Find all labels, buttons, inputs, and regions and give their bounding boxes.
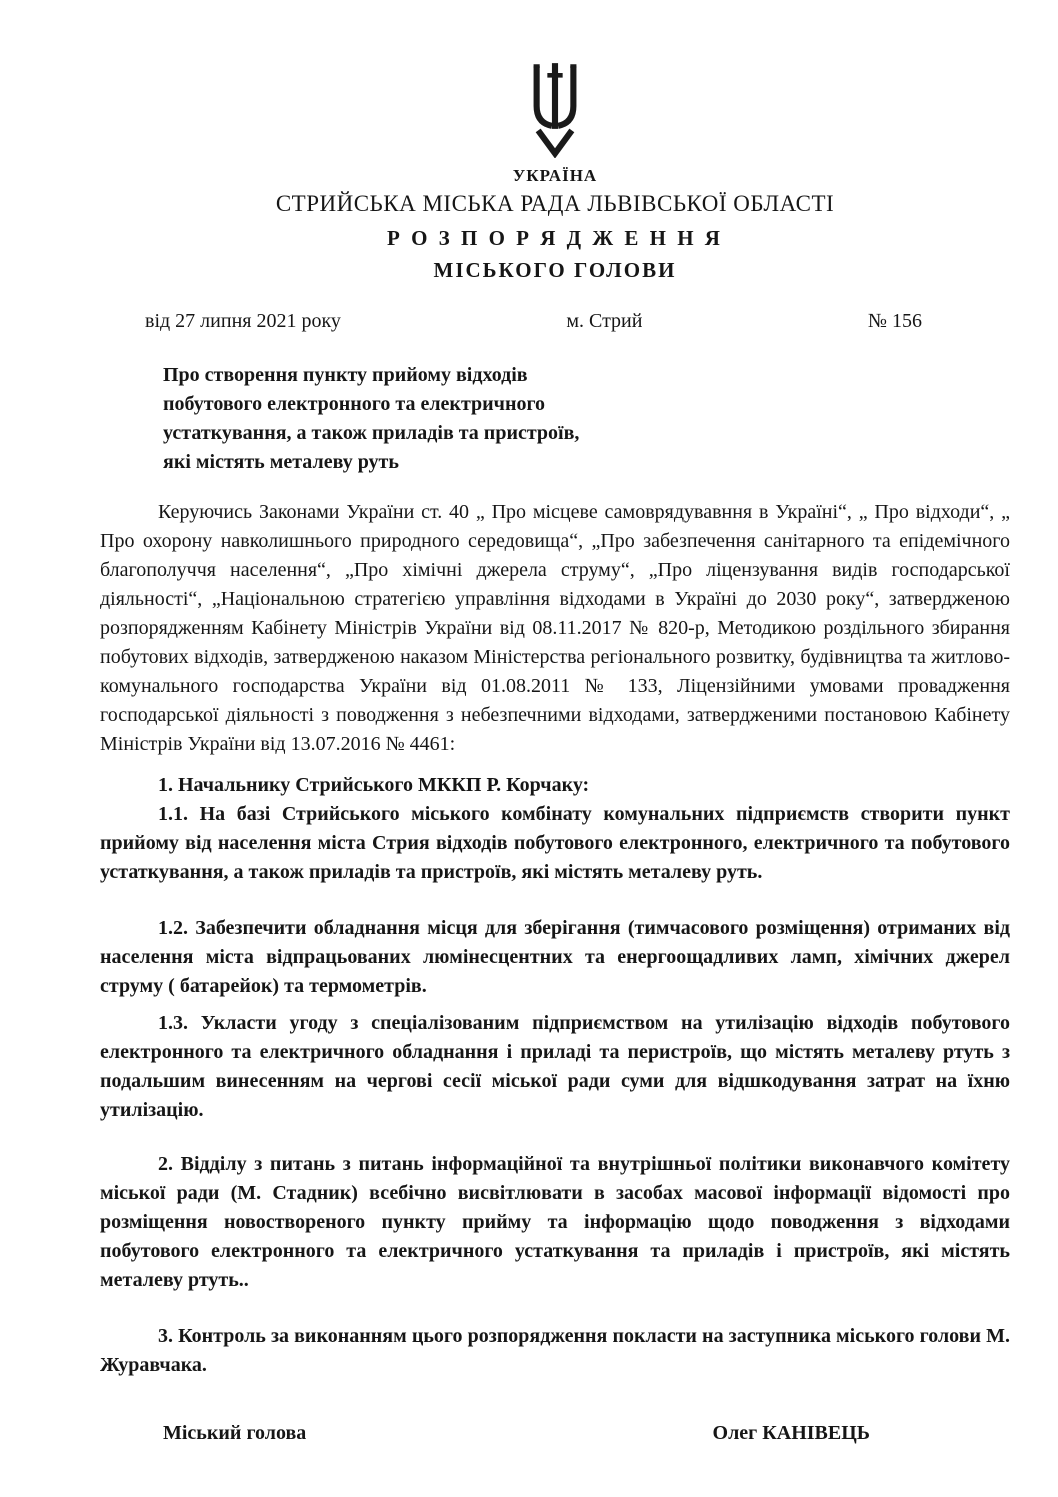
item-1-3: 1.3. Укласти угоду з спеціалізованим підприємством на утилізацію відходів побутового електронного та електричного обладнання і приладі та перистроїв, що містять металеву ртуть з подальшим винесенням на чергові сесії міської ради суми для відшкодування затрат на їхню утилізацію. bbox=[100, 1012, 1010, 1121]
tryzub-icon bbox=[527, 60, 583, 158]
document-type: Р О З П О Р Я Д Ж Е Н Н Я bbox=[387, 226, 723, 250]
title-line: які містять металеву руть bbox=[163, 451, 399, 473]
item-2: 2. Відділу з питань з питань інформаційної та внутрішньої політики виконавчого комітету міської ради (М. Стадник) всебічно висвітлювати в засобах масової інформації відомості про розміщення новоствореного пункту прийму та інформацію щодо поводження з відходами побутового електронного та електричного устаткування та приладів і пристроїв, які містять металеву ртуть.. bbox=[100, 1153, 1010, 1291]
country-name: УКРАЇНА bbox=[512, 166, 598, 185]
document-issuer: МІСЬКОГО ГОЛОВИ bbox=[433, 258, 677, 282]
title-line: устаткування, а також приладів та пристроїв, bbox=[163, 422, 580, 444]
meta-row bbox=[100, 310, 1010, 333]
item-1-2: 1.2. Забезпечити обладнання місця для зберігання (тимчасового розміщення) отриманих від населення міста відпрацьованих люмінесцентних та енергоощадливих ламп, хімічних джерел струму ( батарейок) та термометрів. bbox=[100, 917, 1010, 997]
item-1-1: 1.1. На базі Стрийського міського комбінату комунальних підприємств створити пункт прийому від населення міста Стрия відходів побутового електронного, електричного та побутового устаткування, а також приладів та пристроїв, які містять металеву руть. bbox=[100, 803, 1010, 883]
title-line: побутового електронного та електричного bbox=[163, 393, 546, 415]
signature-position: Міський голова bbox=[163, 1422, 307, 1444]
document-date: від 27 липня 2021 року bbox=[145, 310, 341, 332]
document-place: м. Стрий bbox=[566, 310, 643, 332]
title-line: Про створення пункту прийому відходів bbox=[163, 364, 528, 386]
item-3: 3. Контроль за виконанням цього розпорядження покласти на заступника міського голови М. Журавчака. bbox=[100, 1325, 1010, 1376]
preamble-paragraph: Керуючись Законами України ст. 40 „ Про місцеве самоврядувавння в Україні“, „ Про відходи“, „ Про охорону навколишнього природного середовища“, „Про забезпечення санітарного та епідемічного благополуччя населення“, „Про хімічні джерела струму“, „Про ліцензування видів господарської діяльності“, „Національною стратегією управління відходами в Україні до 2030 року“, затвердженою розпорядженням Кабінету Міністрів України від 08.11.2017 № 820-р, Методикою роздільного збирання побутових відходів, затвердженою наказом Міністерства регіонального розвитку, будівництва та житлово-комунального господарства України від 01.08.2011 № 133, Ліцензійними умовами провадження господарської діяльності з поводження з небезпечними відходами, затвердженими постановою Кабінету Міністрів України від 13.07.2016 № 4461: bbox=[100, 501, 1010, 755]
signature-row bbox=[163, 1422, 1010, 1445]
signature-name: Олег КАНІВЕЦЬ bbox=[712, 1422, 870, 1444]
item-1: 1. Начальнику Стрийського МККП Р. Корчаку: bbox=[158, 774, 590, 796]
document-title bbox=[163, 361, 1010, 477]
emblem-container bbox=[100, 60, 1010, 163]
council-name: СТРИЙСЬКА МІСЬКА РАДА ЛЬВІВСЬКОЇ ОБЛАСТІ bbox=[275, 191, 835, 216]
document-number: № 156 bbox=[867, 310, 922, 332]
